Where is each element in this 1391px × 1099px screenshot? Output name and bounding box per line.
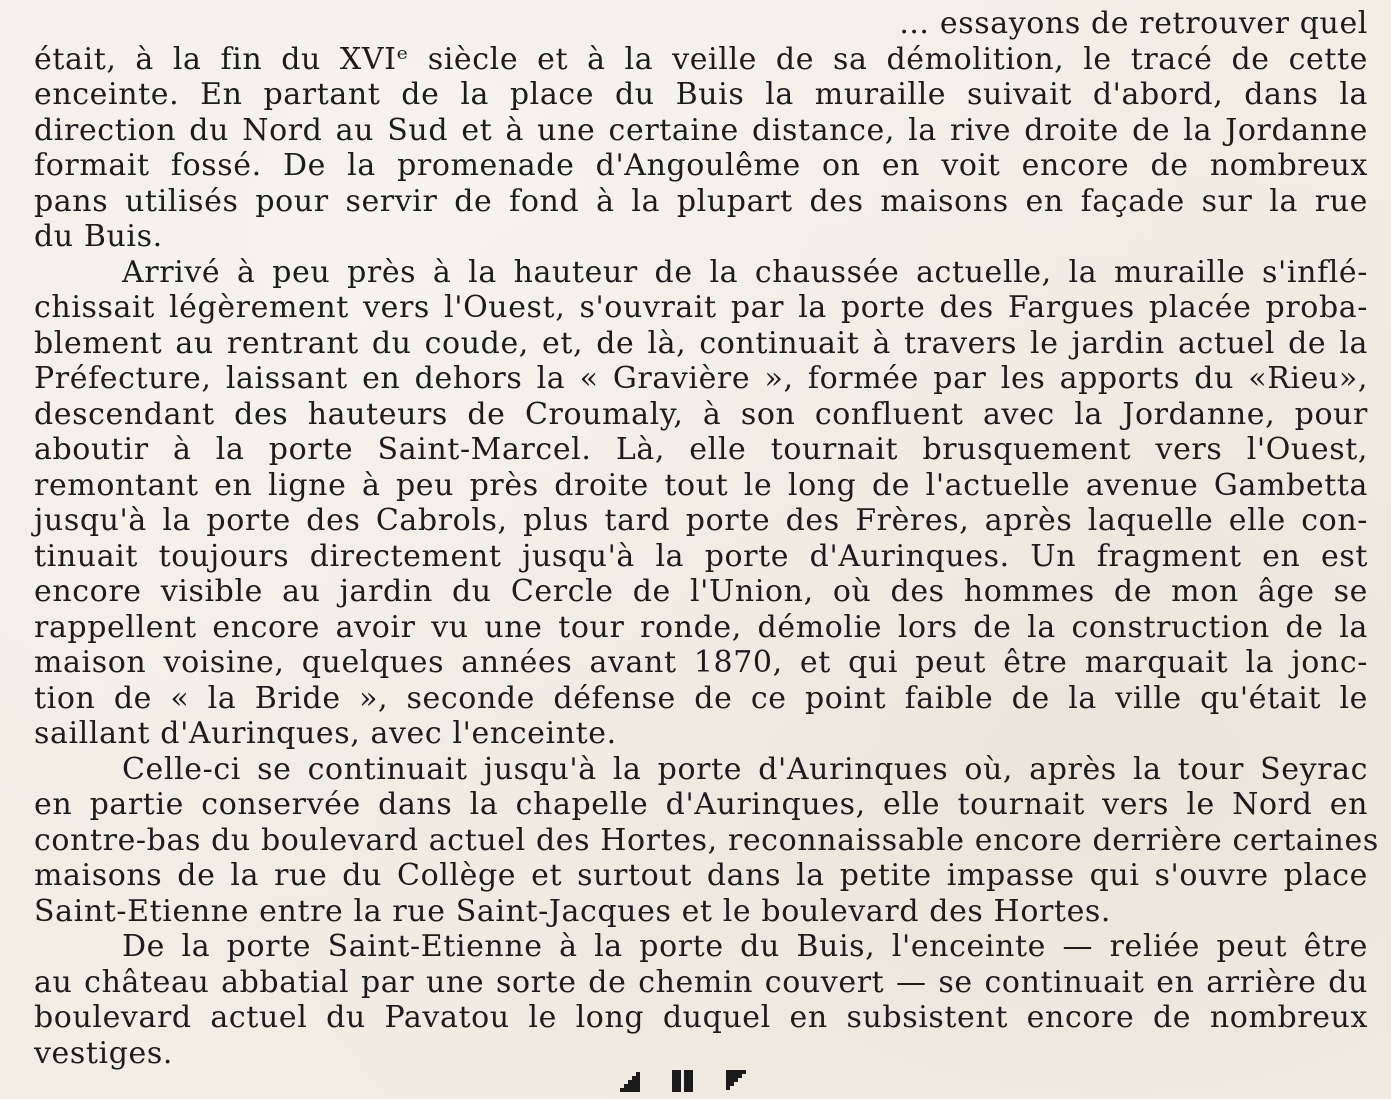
text-line: était, à la fin du XVIᵉ siècle et à la veille de sa démolition, le tracé de cette (34, 41, 1368, 77)
text-line: jusqu'à la porte des Cabrols, plus tard porte des Frères, après laquelle elle con- (34, 503, 1368, 538)
text-line: pans utilisés pour servir de fond à la plupart des maisons en façade sur la rue (34, 183, 1368, 219)
text-line: Arrivé à peu près à la hauteur de la chaussée actuelle, la muraille s'inflé- (122, 254, 1368, 290)
text-line: en partie conservée dans la chapelle d'Aurinques, elle tournait vers le Nord en (34, 787, 1368, 822)
text-line: direction du Nord au Sud et à une certaine distance, la rive droite de la Jordanne (34, 112, 1368, 148)
text-line: contre-bas du boulevard actuel des Hortes, reconnaissable encore derrière certaines (34, 822, 1379, 858)
text-line: Préfecture, laissant en dehors la « Gravière », formée par les apports du «Rieu», (34, 361, 1368, 396)
paragraph-1 (34, 6, 1368, 255)
printer-ornament-icon (616, 1068, 752, 1094)
text-line: De la porte Saint-Etienne à la porte du Buis, l'enceinte — reliée peut être (122, 929, 1368, 964)
text-line: vestiges. (34, 1035, 174, 1071)
text-line: formait fossé. De la promenade d'Angoulême on en voit encore de nombreux (34, 148, 1368, 183)
text-line: enceinte. En partant de la place du Buis la muraille suivait d'abord, dans la (34, 77, 1368, 112)
text-line: … essayons de retrouver quel (899, 6, 1368, 41)
text-line: blement au rentrant du coude, et, de là, continuait à travers le jardin actuel de la (34, 325, 1368, 361)
text-line: au château abbatial par une sorte de chemin couvert — se continuait en arrière du (34, 964, 1368, 1000)
text-line: remontant en ligne à peu près droite tout le long de l'actuelle avenue Gambetta (34, 467, 1368, 503)
text-line: encore visible au jardin du Cercle de l'Union, où des hommes de mon âge se (34, 574, 1368, 609)
text-line: chissait légèrement vers l'Ouest, s'ouvrait par la porte des Fargues placée proba- (34, 290, 1368, 325)
text-line: descendant des hauteurs de Croumaly, à son confluent avec la Jordanne, pour (34, 396, 1368, 432)
text-line: maisons de la rue du Collège et surtout dans la petite impasse qui s'ouvre place (34, 858, 1368, 893)
text-line: aboutir à la porte Saint-Marcel. Là, elle tournait brusquement vers l'Ouest, (34, 432, 1368, 467)
paragraph-4 (34, 929, 1368, 1071)
text-line: du Buis. (34, 219, 163, 254)
text-line: rappellent encore avoir vu une tour ronde, démolie lors de la construction de la (34, 609, 1368, 645)
text-line: saillant d'Aurinques, avec l'enceinte. (34, 716, 617, 751)
text-line: maison voisine, quelques années avant 1870, et qui peut être marquait la jonc- (34, 645, 1368, 680)
text-line: Saint-Etienne entre la rue Saint-Jacques et le boulevard des Hortes. (34, 893, 1112, 929)
paragraph-3 (34, 751, 1379, 930)
paragraph-2 (34, 255, 1368, 752)
article-text (34, 6, 1379, 1071)
text-line: boulevard actuel du Pavatou le long duquel en subsistent encore de nombreux (34, 1000, 1368, 1035)
text-line: tinuait toujours directement jusqu'à la porte d'Aurinques. Un fragment en est (34, 538, 1368, 574)
text-line: tion de « la Bride », seconde défense de ce point faible de la ville qu'était le (34, 680, 1368, 716)
text-line: Celle-ci se continuait jusqu'à la porte d'Aurinques où, après la tour Seyrac (122, 751, 1368, 787)
